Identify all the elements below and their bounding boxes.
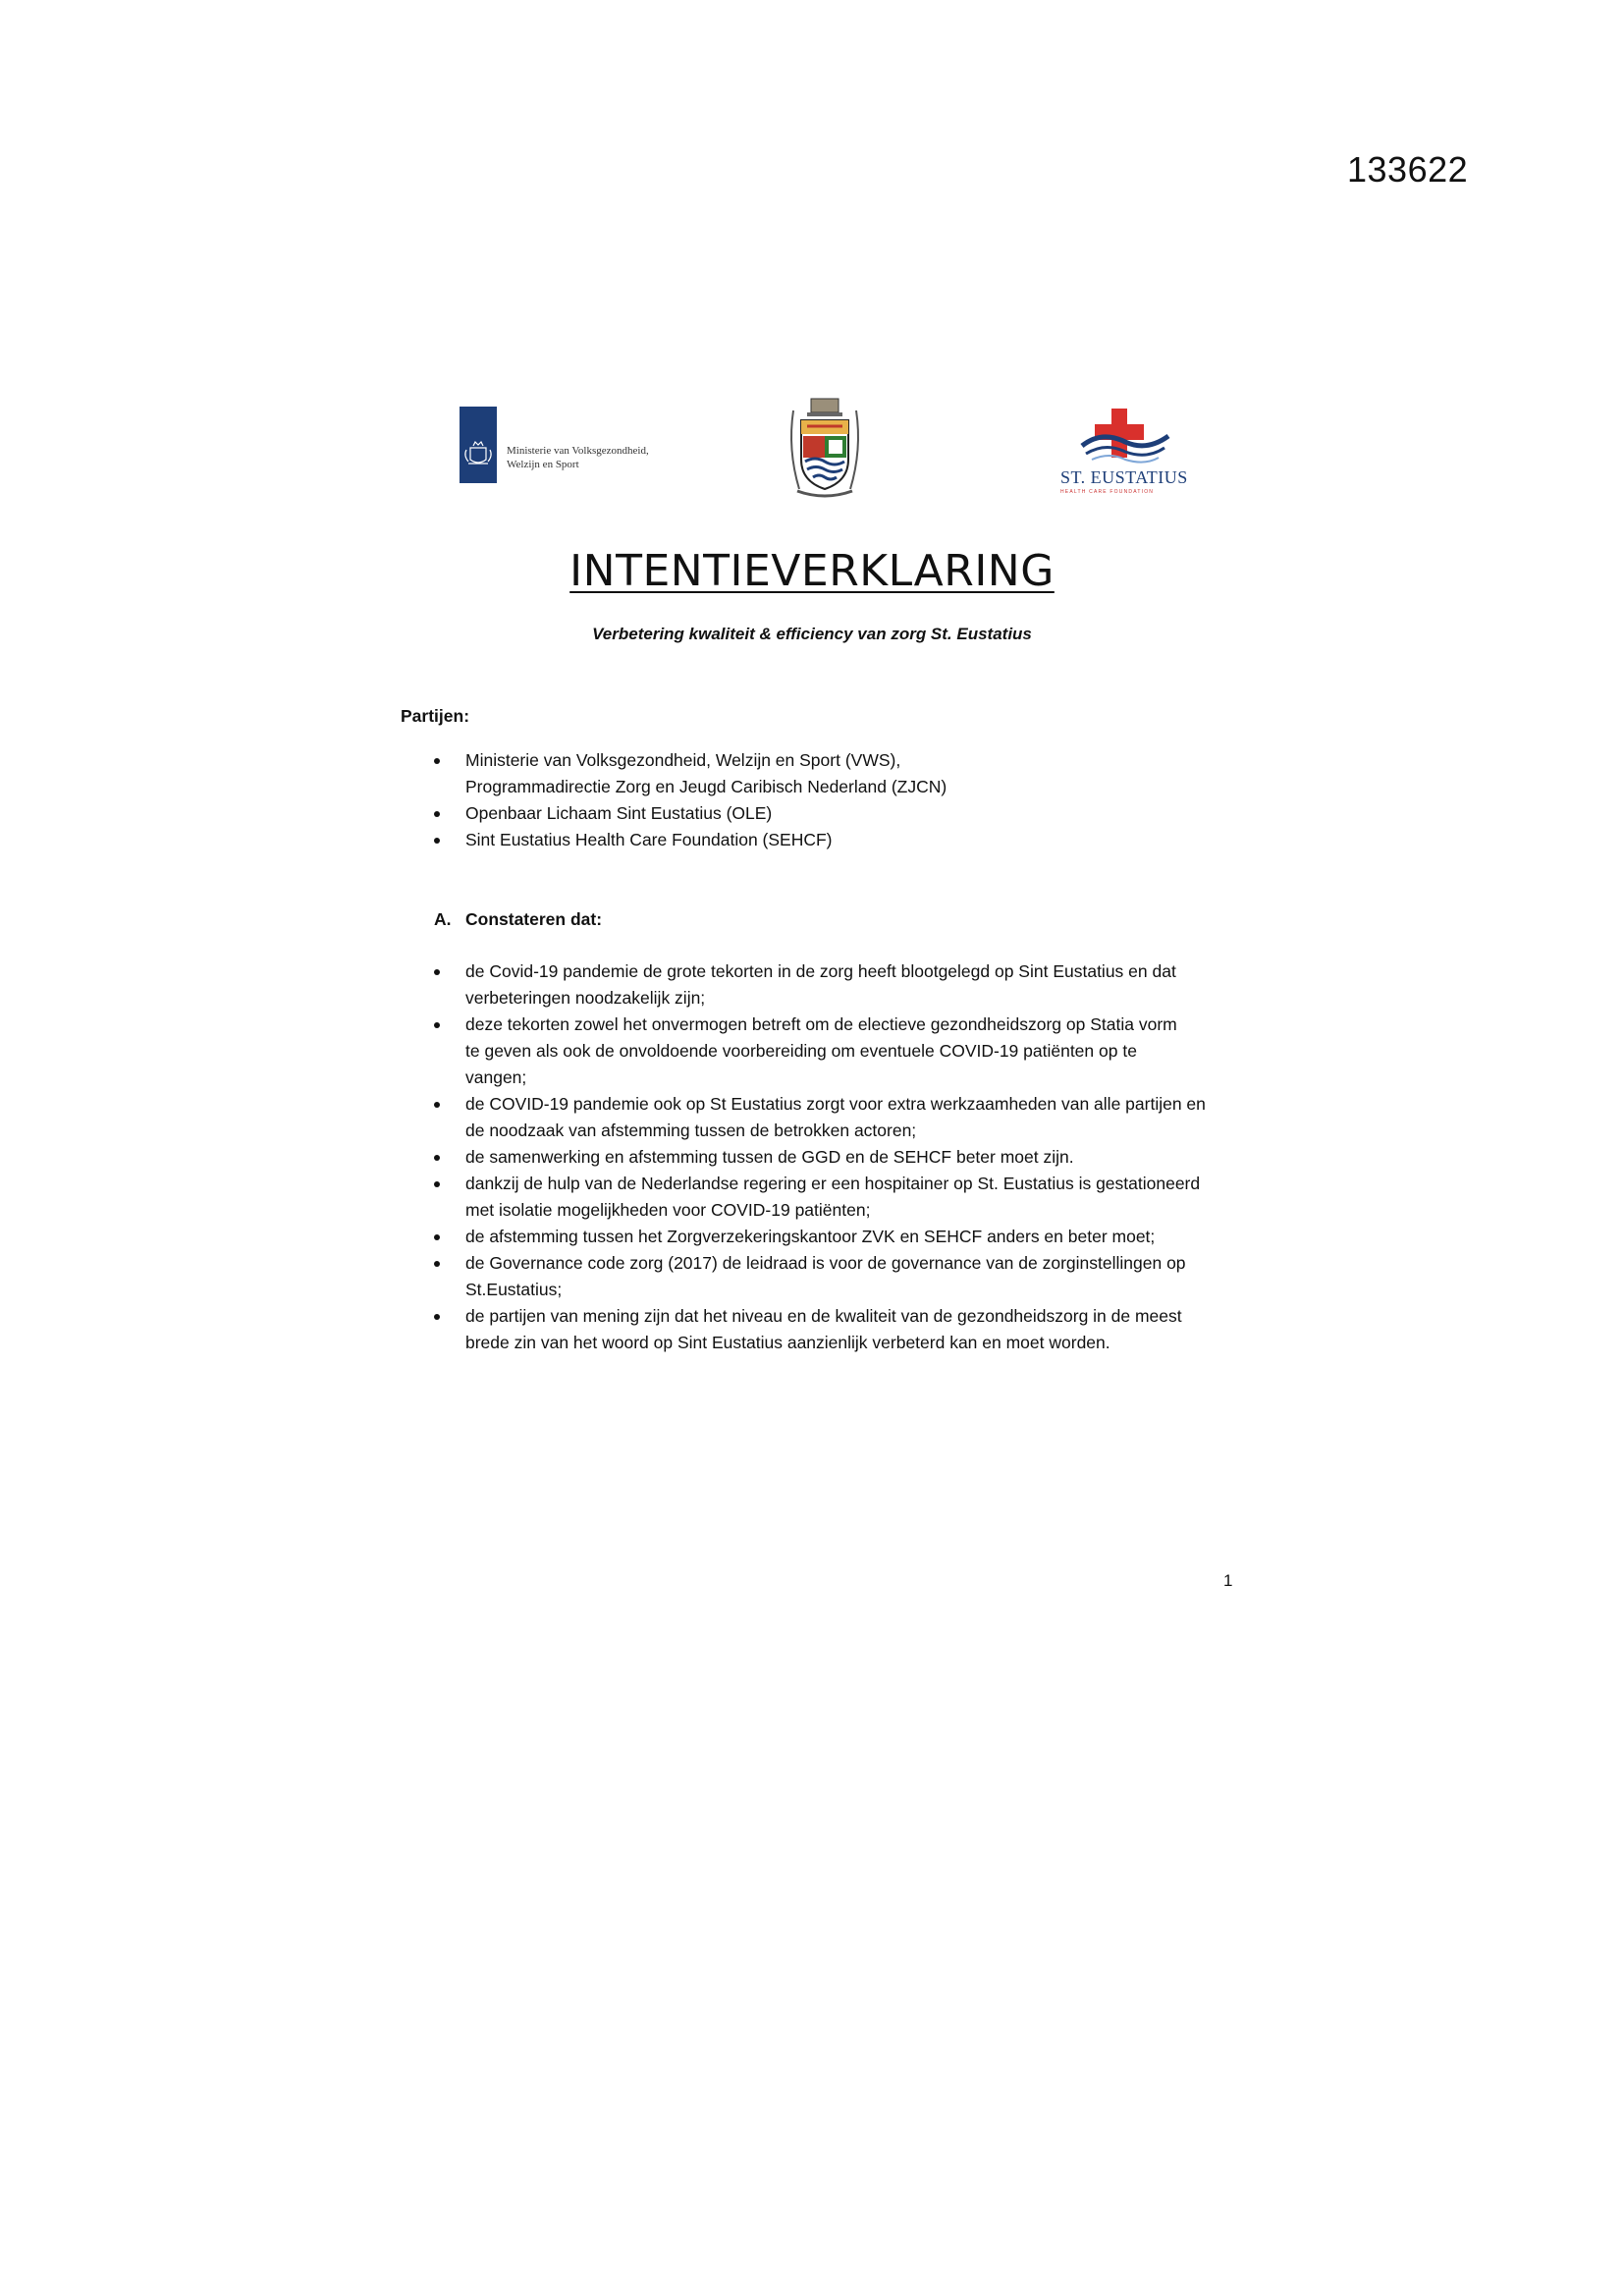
sehcf-logo-tagline: HEALTH CARE FOUNDATION — [1060, 489, 1155, 495]
list-item-line: St.Eustatius; — [465, 1280, 563, 1299]
coat-of-arms-icon — [785, 397, 864, 501]
vws-logo-text-line1: Ministerie van Volksgezondheid, — [507, 445, 649, 457]
section-a-title: Constateren dat: — [465, 909, 603, 929]
section-a-heading — [434, 906, 1245, 933]
list-item-line: deze tekorten zowel het onvermogen betreft om de electieve gezondheidszorg op Statia vorm — [465, 1014, 1177, 1034]
party-line: Openbaar Lichaam Sint Eustatius (OLE) — [465, 803, 773, 823]
document-body — [401, 703, 1245, 1356]
list-item-line: de samenwerking en afstemming tussen de GGD en de SEHCF beter moet zijn. — [465, 1147, 1074, 1167]
list-item — [465, 1303, 1245, 1356]
parties-list — [401, 747, 1245, 853]
document-subtitle: Verbetering kwaliteit & efficiency van zorg St. Eustatius — [592, 625, 1032, 643]
list-item — [465, 958, 1245, 1011]
page-number: 1 — [1223, 1571, 1233, 1590]
list-item-line: vangen; — [465, 1067, 527, 1087]
sehcf-logo-name: ST. EUSTATIUS — [1060, 467, 1188, 487]
list-item — [465, 1011, 1245, 1091]
list-item-line: de noodzaak van afstemming tussen de betrokken actoren; — [465, 1121, 917, 1140]
list-item-line: de Governance code zorg (2017) de leidraad is voor de governance van de zorginstellingen op — [465, 1253, 1186, 1273]
section-a-letter: A. — [434, 909, 452, 929]
list-item-line: te geven als ook de onvoldoende voorbereiding om eventuele COVID-19 patiënten op te — [465, 1041, 1137, 1061]
sint-eustatius-coat-of-arms — [785, 397, 864, 501]
list-item-line: de COVID-19 pandemie ook op St Eustatius zorgt voor extra werkzaamheden van alle partijen en — [465, 1094, 1206, 1114]
document-title: INTENTIEVERKLARING — [569, 546, 1055, 596]
section-a-list — [401, 958, 1245, 1356]
vws-logo-text — [507, 444, 683, 471]
party-line: Sint Eustatius Health Care Foundation (SEHCF) — [465, 830, 833, 849]
vws-logo-bar — [460, 407, 497, 483]
party-line: Ministerie van Volksgezondheid, Welzijn en Sport (VWS), — [465, 750, 901, 770]
party-item — [465, 747, 1245, 800]
medical-cross-icon — [1053, 407, 1200, 467]
list-item-line: de Covid-19 pandemie de grote tekorten in de zorg heeft blootgelegd op Sint Eustatius en dat — [465, 961, 1176, 981]
list-item-line: dankzij de hulp van de Nederlandse regering er een hospitainer op St. Eustatius is gestationeerd — [465, 1174, 1201, 1193]
list-item — [465, 1144, 1245, 1171]
list-item — [465, 1250, 1245, 1303]
list-item-line: met isolatie mogelijkheden voor COVID-19 patiënten; — [465, 1200, 871, 1220]
sehcf-logo — [1053, 407, 1200, 495]
party-line: Programmadirectie Zorg en Jeugd Caribisch Nederland (ZJCN) — [465, 777, 947, 796]
list-item — [465, 1171, 1245, 1224]
vws-logo-text-line2: Welzijn en Sport — [507, 459, 579, 470]
parties-heading: Partijen: — [401, 706, 470, 726]
list-item-line: de partijen van mening zijn dat het niveau en de kwaliteit van de gezondheidszorg in de meest — [465, 1306, 1182, 1326]
document-number: 133622 — [1347, 149, 1469, 190]
list-item-line: de afstemming tussen het Zorgverzekeringskantoor ZVK en SEHCF anders en beter moet; — [465, 1227, 1156, 1246]
list-item-line: verbeteringen noodzakelijk zijn; — [465, 988, 706, 1008]
list-item — [465, 1224, 1245, 1250]
list-item-line: brede zin van het woord op Sint Eustatius aanzienlijk verbeterd kan en moet worden. — [465, 1333, 1110, 1352]
party-item — [465, 827, 1245, 853]
vws-logo — [460, 407, 676, 483]
royal-crest-icon — [460, 407, 497, 483]
list-item — [465, 1091, 1245, 1144]
party-item — [465, 800, 1245, 827]
